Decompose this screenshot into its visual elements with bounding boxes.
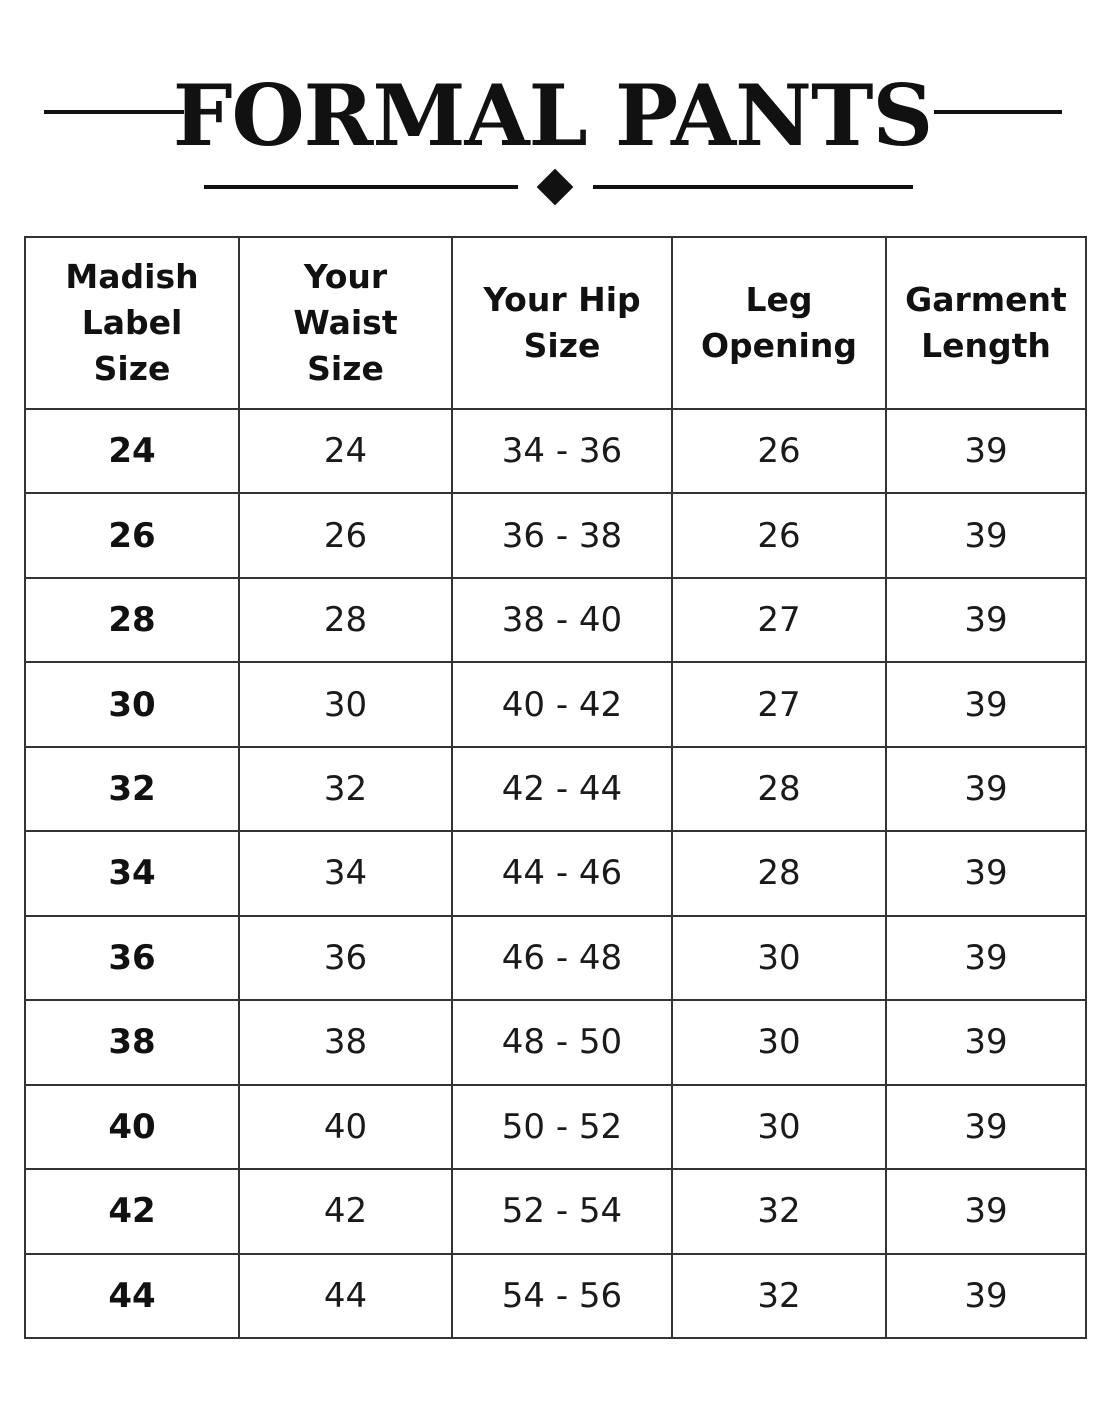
table-row — [25, 578, 1086, 662]
page-title: FORMAL PANTS — [172, 66, 933, 165]
cell-waist-size: 36 — [239, 916, 452, 1000]
cell-waist-size: 40 — [239, 1085, 452, 1169]
cell-label-size: 40 — [25, 1085, 239, 1169]
underline-rule-left — [204, 185, 518, 189]
cell-label-size: 38 — [25, 1000, 239, 1084]
cell-label-size: 42 — [25, 1169, 239, 1253]
cell-hip-size: 50 - 52 — [452, 1085, 672, 1169]
cell-leg-opening: 30 — [672, 1085, 886, 1169]
cell-garment-length: 39 — [886, 1000, 1086, 1084]
cell-garment-length: 39 — [886, 831, 1086, 915]
table-row — [25, 1085, 1086, 1169]
header-garment-length: Garment Length — [886, 237, 1086, 409]
cell-leg-opening: 27 — [672, 662, 886, 746]
cell-leg-opening: 26 — [672, 409, 886, 493]
title-banner — [0, 60, 1105, 170]
cell-garment-length: 39 — [886, 578, 1086, 662]
cell-leg-opening: 30 — [672, 1000, 886, 1084]
cell-waist-size: 26 — [239, 493, 452, 577]
cell-label-size: 30 — [25, 662, 239, 746]
cell-waist-size: 32 — [239, 747, 452, 831]
cell-waist-size: 30 — [239, 662, 452, 746]
cell-hip-size: 46 - 48 — [452, 916, 672, 1000]
cell-garment-length: 39 — [886, 1085, 1086, 1169]
cell-label-size: 28 — [25, 578, 239, 662]
cell-garment-length: 39 — [886, 916, 1086, 1000]
cell-leg-opening: 30 — [672, 916, 886, 1000]
table-body — [25, 409, 1086, 1338]
table-row — [25, 1254, 1086, 1338]
header-leg-opening: Leg Opening — [672, 237, 886, 409]
cell-waist-size: 42 — [239, 1169, 452, 1253]
underline-rule-right — [593, 185, 913, 189]
header-waist-size: Your Waist Size — [239, 237, 452, 409]
cell-waist-size: 28 — [239, 578, 452, 662]
table-row — [25, 831, 1086, 915]
cell-garment-length: 39 — [886, 1169, 1086, 1253]
cell-leg-opening: 28 — [672, 831, 886, 915]
table-row — [25, 409, 1086, 493]
cell-garment-length: 39 — [886, 493, 1086, 577]
cell-hip-size: 54 - 56 — [452, 1254, 672, 1338]
cell-hip-size: 42 - 44 — [452, 747, 672, 831]
size-chart-table — [24, 236, 1087, 1339]
table-row — [25, 916, 1086, 1000]
cell-label-size: 24 — [25, 409, 239, 493]
cell-leg-opening: 32 — [672, 1169, 886, 1253]
cell-leg-opening: 26 — [672, 493, 886, 577]
cell-hip-size: 40 - 42 — [452, 662, 672, 746]
table-row — [25, 1000, 1086, 1084]
header-hip-size: Your Hip Size — [452, 237, 672, 409]
cell-leg-opening: 28 — [672, 747, 886, 831]
cell-garment-length: 39 — [886, 747, 1086, 831]
cell-hip-size: 44 - 46 — [452, 831, 672, 915]
table-row — [25, 662, 1086, 746]
title-rule-right — [934, 110, 1062, 114]
table-row — [25, 493, 1086, 577]
cell-leg-opening: 32 — [672, 1254, 886, 1338]
cell-label-size: 34 — [25, 831, 239, 915]
cell-leg-opening: 27 — [672, 578, 886, 662]
cell-hip-size: 34 - 36 — [452, 409, 672, 493]
cell-label-size: 36 — [25, 916, 239, 1000]
cell-hip-size: 38 - 40 — [452, 578, 672, 662]
cell-hip-size: 52 - 54 — [452, 1169, 672, 1253]
table-header-row — [25, 237, 1086, 409]
cell-waist-size: 38 — [239, 1000, 452, 1084]
cell-hip-size: 36 - 38 — [452, 493, 672, 577]
cell-waist-size: 44 — [239, 1254, 452, 1338]
header-label-size: Madish Label Size — [25, 237, 239, 409]
table-row — [25, 747, 1086, 831]
table-row — [25, 1169, 1086, 1253]
cell-garment-length: 39 — [886, 662, 1086, 746]
cell-waist-size: 34 — [239, 831, 452, 915]
diamond-ornament-icon — [537, 169, 574, 206]
cell-label-size: 32 — [25, 747, 239, 831]
cell-garment-length: 39 — [886, 1254, 1086, 1338]
cell-hip-size: 48 - 50 — [452, 1000, 672, 1084]
cell-waist-size: 24 — [239, 409, 452, 493]
cell-label-size: 44 — [25, 1254, 239, 1338]
cell-label-size: 26 — [25, 493, 239, 577]
cell-garment-length: 39 — [886, 409, 1086, 493]
